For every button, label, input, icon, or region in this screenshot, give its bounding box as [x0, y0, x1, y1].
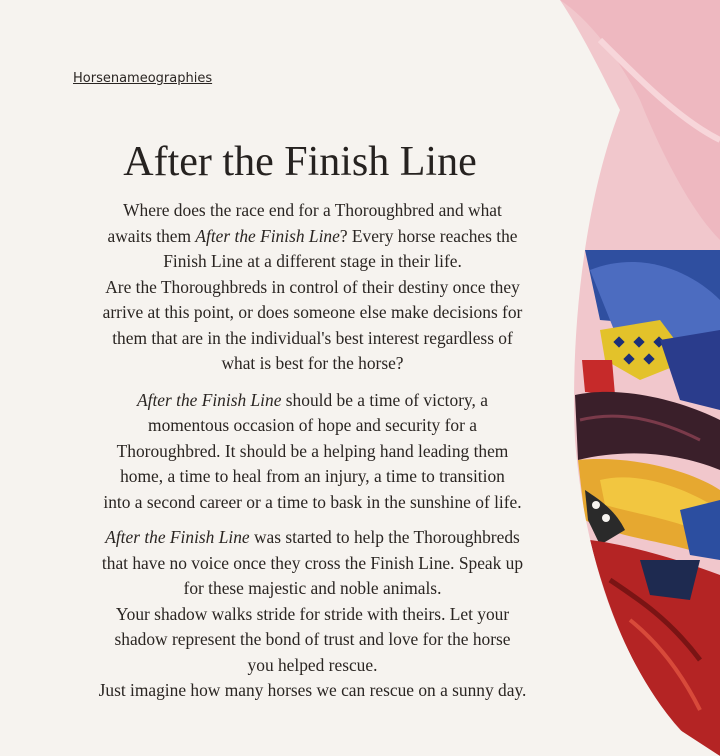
text-line: ? Every horse reaches the [339, 225, 518, 246]
text-line: you helped rescue. [247, 654, 378, 675]
paragraph-shadow [40, 602, 585, 679]
text-line: momentous occasion of hope and security for a [148, 415, 477, 435]
text-line: home, a time to heal from an injury, a time to transition [120, 466, 505, 486]
header-link[interactable]: Horsenameographies [73, 71, 213, 86]
text-line: Thoroughbred. It should be a helping hand leading them [116, 440, 509, 461]
paragraph-victory [40, 388, 585, 516]
text-line: Are the Thoroughbreds in control of their destiny once they [105, 276, 520, 297]
text-line: for these majestic and noble animals. [183, 578, 442, 598]
paragraph-question [40, 275, 585, 377]
text-line: was started to help the Thoroughbreds [249, 527, 520, 547]
text-line: shadow represent the bond of trust and love for the horse [114, 629, 511, 649]
italic-phrase: After the Finish Line [195, 225, 340, 246]
body-text [40, 198, 585, 704]
text-line: Your shadow walks stride for stride with theirs. Let your [115, 603, 510, 624]
paragraph-intro [40, 198, 585, 275]
text-line: into a second career or a time to bask in the sunshine of life. [103, 491, 522, 512]
paragraph-closing [40, 678, 585, 704]
text-line: Where does the race end for a Thoroughbred and what [123, 200, 502, 220]
text-line: arrive at this point, or does someone else make decisions for [102, 302, 523, 322]
text-line: them that are in the individual's best interest regardless of [112, 327, 513, 348]
text-line: Just imagine how many horses we can rescue on a sunny day. [98, 680, 527, 700]
italic-phrase: After the Finish Line [105, 527, 250, 547]
text-line: that have no voice once they cross the Finish Line. Speak up [101, 552, 524, 573]
page-title: After the Finish Line [123, 139, 477, 185]
text-line: awaits them [107, 225, 196, 246]
text-line: Finish Line at a different stage in their life. [163, 251, 462, 271]
italic-phrase: After the Finish Line [137, 389, 282, 410]
text-line: what is best for the horse? [221, 353, 404, 373]
text-line: should be a time of victory, a [281, 389, 488, 410]
paragraph-mission [40, 525, 585, 602]
